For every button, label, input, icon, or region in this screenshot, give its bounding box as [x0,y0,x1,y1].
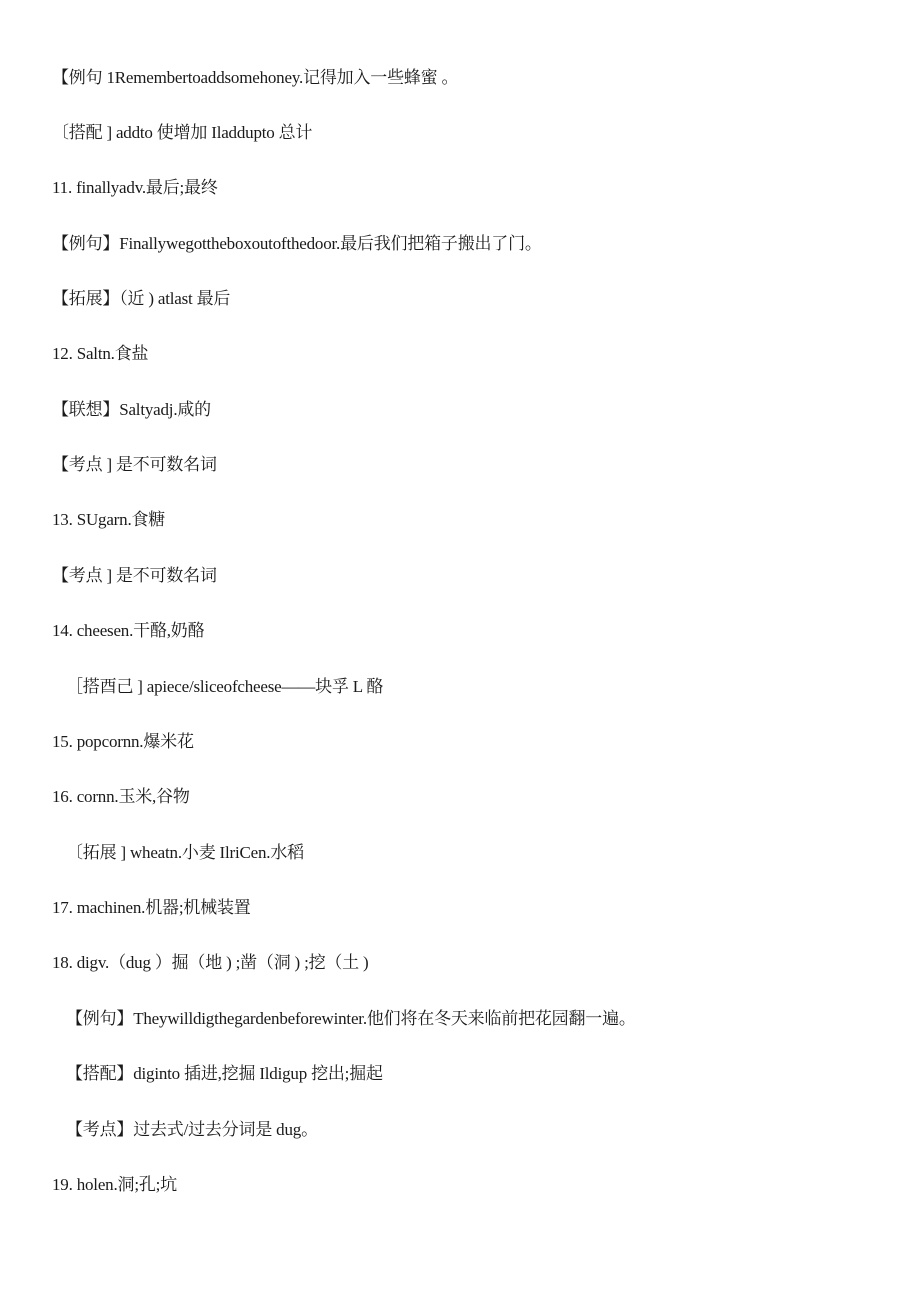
example-sentence-line: 【例句】Finallywegottheboxoutofthedoor.最后我们把箱子搬出了门。 [52,234,542,253]
vocab-entry-19: 19. holen.洞;孔;坑 [52,1175,177,1194]
collocation-line: 【搭配】diginto 插进,挖掘 Ildigup 挖出;掘起 [66,1064,383,1083]
collocation-line: 〔搭配 ] addto 使增加 Iladdupto 总计 [52,123,313,142]
association-line: 【联想】Saltyadj.咸的 [52,400,211,419]
extension-line: 【拓展】（近 ) atlast 最后 [52,289,231,308]
example-sentence-line: 【例句】Theywilldigthegardenbeforewinter.他们将在冬天来临前把花园翻一遍。 [66,1009,636,1028]
key-point-line: 【考点】过去式/过去分词是 dug。 [66,1120,318,1139]
example-sentence-line: 【例句 1Remembertoaddsomehoney.记得加入一些蜂蜜 。 [52,68,459,87]
collocation-line: ［搭酉己 ] apiece/sliceofcheese——块孚 L 酪 [66,677,384,696]
vocab-entry-15: 15. popcornn.爆米花 [52,732,194,751]
vocab-entry-17: 17. machinen.机器;机械装置 [52,898,251,917]
vocab-entry-11: 11. finallyadv.最后;最终 [52,178,218,197]
vocab-entry-14: 14. cheesen.干酪,奶酪 [52,621,205,640]
key-point-line: 【考点 ] 是不可数名词 [52,566,217,585]
vocab-entry-18: 18. digv.（dug ）掘（地 ) ;凿（洞 ) ;挖（土 ) [52,953,369,972]
vocab-entry-13: 13. SUgarn.食糖 [52,510,166,529]
key-point-line: 【考点 ] 是不可数名词 [52,455,217,474]
vocab-entry-16: 16. cornn.玉米,谷物 [52,787,190,806]
extension-line: 〔拓展 ] wheatn.小麦 IlriCen.水稻 [66,843,304,862]
vocab-entry-12: 12. Saltn.食盐 [52,344,149,363]
